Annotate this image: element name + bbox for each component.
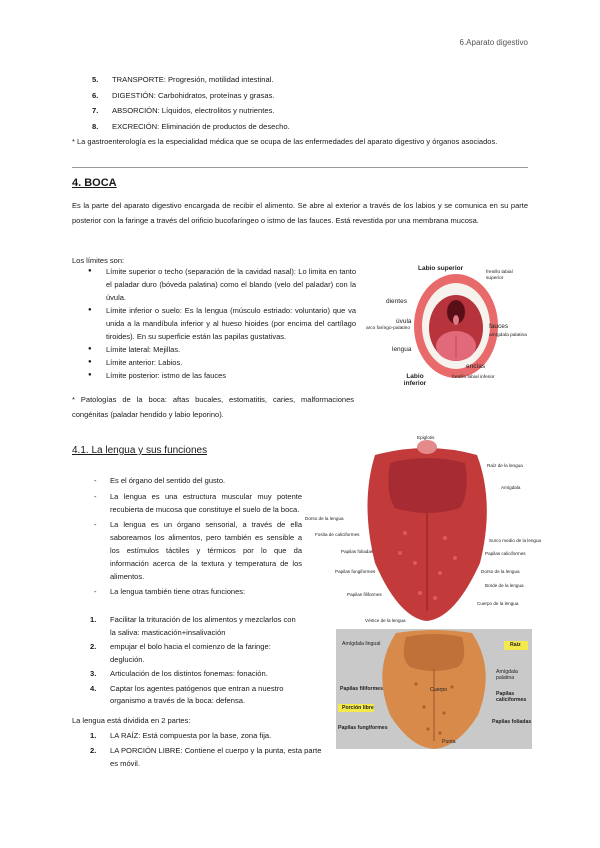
- limits-list: [84, 265, 356, 382]
- label-encias: encías: [466, 363, 486, 370]
- label-punta: Punta: [442, 739, 456, 745]
- label-filiformes-2: Papilas filiformes: [340, 686, 383, 692]
- label-frenillo-inferior: frenillo labial inferior: [452, 375, 495, 380]
- list-item: 7. ABSORCIÓN: Líquidos, electrolitos y nutrientes.: [92, 106, 275, 115]
- label-raiz-lengua: Raíz de la lengua: [487, 463, 523, 468]
- section-title-lengua: 4.1. La lengua y sus funciones: [72, 445, 208, 456]
- divider: [72, 167, 528, 168]
- list-item: 4. Captar los agentes patógenos que entran a nuestro organismo a través de la boca: defensa.: [90, 683, 284, 705]
- list-item: - La lengua también tiene otras funciones:: [90, 586, 302, 599]
- label-fauces: fauces: [489, 323, 509, 330]
- label-fungiformes-2: Papilas fungiformes: [338, 725, 388, 731]
- label-epiglotis: Epiglotis: [417, 435, 435, 440]
- lengua-parts: [90, 729, 330, 772]
- lengua-bullets: [90, 475, 302, 602]
- list-item: - La lengua es un órgano sensorial, a través de ella saboreamos los alimentos, pero también es sensible a los estímulos táctiles y térmicos por lo que da información acerca de la textura y temperatura de los alimentos.: [90, 519, 302, 583]
- list-item: 8. EXCRECIÓN: Eliminación de productos de desecho.: [92, 121, 290, 131]
- label-porcion-libre: Porción libre: [342, 705, 374, 711]
- label-dorso-2: Dorso de la lengua: [481, 569, 520, 574]
- list-item: 1. LA RAÍZ: Está compuesta por la base, zona fija.: [90, 731, 272, 740]
- tongue-diagram-parts: [336, 629, 532, 749]
- list-item: 1. Facilitar la trituración de los alimentos y mezclarlos con la saliva: masticación+insalivación: [90, 615, 296, 637]
- label-cuerpo: Cuerpo de la lengua: [477, 601, 519, 606]
- label-dorso: Dorso de la lengua: [305, 516, 344, 521]
- label-caliciformes-2: Papilas caliciformes: [496, 691, 527, 703]
- label-filiformes: Papilas filiformes: [347, 592, 382, 597]
- lengua-functions: [90, 614, 302, 710]
- section-title-boca: 4. BOCA: [72, 177, 117, 189]
- list-item: ● Límite superior o techo (separación de la cavidad nasal): Lo limita en tanto el paladar duro (bóveda palatina) como el blando (velo del paladar) con la úvula.: [84, 265, 356, 304]
- list-item: ● Límite anterior: Labios.: [84, 356, 356, 369]
- note-gastroenterology: * La gastroenterología es la especialidad médica que se ocupa de las enfermedades del aparato digestivo y órganos asociados.: [72, 137, 498, 146]
- label-labio-superior: Labio superior: [418, 265, 464, 272]
- parts-title: La lengua está dividida en 2 partes:: [72, 716, 191, 725]
- tongue-illustration-red: [305, 433, 550, 625]
- label-foliadas: Papilas foliadas: [341, 549, 374, 554]
- list-item: ● Límite inferior o suelo: Es la lengua (músculo estriado: voluntario) que va unida a la mandíbula inferior y al hueso hioides (por encima del cartílago tiroides). En su superficie están las papilas gustativas.: [84, 304, 356, 343]
- list-item: 6. DIGESTIÓN: Carbohidratos, proteínas y grasas.: [92, 90, 275, 100]
- label-arco: arco faríngo-palatino: [366, 326, 410, 331]
- label-vertice: Vértice de la lengua: [365, 618, 406, 623]
- label-lengua: lengua: [392, 346, 412, 353]
- list-item: 2. empujar el bolo hacia el comienzo de la faringe: deglución.: [90, 642, 271, 664]
- label-foliadas-2: Papilas foliadas: [492, 719, 532, 725]
- tongue-diagram-anatomical: [305, 433, 550, 625]
- label-amigdala-palatina: Amígdala palatina: [496, 669, 518, 681]
- label-dientes: dientes: [386, 298, 407, 305]
- boca-intro: Es la parte del aparato digestivo encargada de recibir el alimento. Se abre al exterior a través de los labios y se comunica en su parte posterior con la faringe a través del orificio bucofaríngeo o istmo de las fauces. Está revestida por una membrana mucosa.: [72, 201, 528, 225]
- label-labio-inferior: Labio inferior: [403, 373, 427, 387]
- label-uvula: úvula: [396, 318, 412, 325]
- mouth-diagram: [366, 262, 546, 392]
- label-raiz: Raíz: [510, 642, 521, 648]
- label-fosita: Fosita de caliciformes: [315, 532, 360, 537]
- list-item: 2. LA PORCIÓN LIBRE: Contiene el cuerpo y la punta, esta parte es móvil.: [90, 746, 322, 768]
- list-item: ● Límite posterior: istmo de las fauces: [84, 369, 356, 382]
- chapter-header: 6.Aparato digestivo: [459, 38, 528, 47]
- list-item: 5. TRANSPORTE: Progresión, motilidad intestinal.: [92, 75, 274, 84]
- list-item: ● Límite lateral: Mejillas.: [84, 343, 356, 356]
- label-cuerpo-2: Cuerpo: [430, 687, 448, 693]
- limits-title: Los límites son:: [72, 256, 125, 265]
- list-item: - La lengua es una estructura muscular muy potente recubierta de mucosa que constituye el suelo de la boca.: [90, 491, 302, 517]
- list-item: 3. Articulación de los distintos fonemas: fonación.: [90, 669, 268, 678]
- label-frenillo-superior: frenillo labial superior: [486, 270, 513, 281]
- list-item: - Es el órgano del sentido del gusto.: [90, 475, 302, 488]
- label-amigdala: amígdala palatina: [489, 333, 527, 338]
- label-caliciformes: Papilas caliciformes: [485, 551, 526, 556]
- label-fungiformes: Papilas fungiformes: [335, 569, 376, 574]
- label-borde: Borde de la lengua: [485, 583, 524, 588]
- label-surco: Surco medio de la lengua: [489, 538, 542, 543]
- label-amigdala-lingual: Amígdala lingual: [342, 641, 381, 647]
- label-amigdala: Amígdala: [501, 485, 521, 490]
- note-pathologies: * Patologías de la boca: aftas bucales, estomatitis, caries, malformaciones congénitas (paladar hendido y labio leporino).: [72, 395, 354, 419]
- top-numbered-list: [92, 72, 512, 134]
